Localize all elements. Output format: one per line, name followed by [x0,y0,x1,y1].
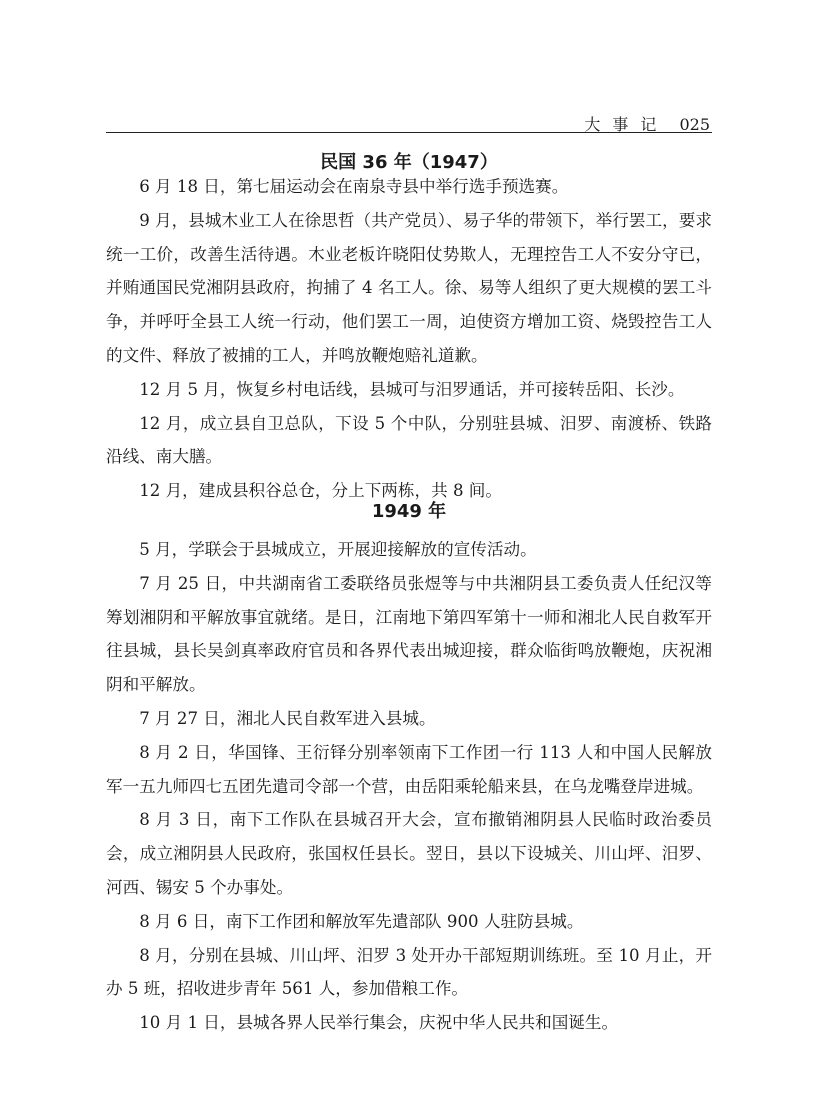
entry: 8 月 6 日，南下工作团和解放军先遣部队 900 人驻防县城。 [139,911,584,931]
entry: 7 月 25 日，中共湖南省工委联络员张煜等与中共湘阴县工委负责人任纪汉等筹划湘阴和平解放事宜就绪。是日，江南地下第四军第十一师和湘北人民自救军开往县城，县长吴剑真率政府官员和各界代表出城迎接，群众临街鸣放鞭炮，庆祝湘阴和平解放。 [106,573,712,695]
entry: 5 月，学联会于县城成立，开展迎接解放的宣传活动。 [139,540,537,559]
entry: 12 月，成立县自卫总队，下设 5 个中队，分别驻县城、汨罗、南渡桥、铁路沿线、南大膳。 [106,413,712,467]
section-1949-entries [106,533,712,1040]
section-1947-entries [106,170,712,508]
entry: 10 月 1 日，县城各界人民举行集会，庆祝中华人民共和国诞生。 [139,1013,619,1033]
entry: 8 月 2 日，华国锋、王衍铎分别率领南下工作团一行 113 人和中国人民解放军一五九师四七五团先遣司令部一个营，由岳阳乘轮船来县，在乌龙嘴登岸进城。 [106,742,712,796]
section-title-1947: 民国 36 年（1947） [320,152,498,173]
entry: 12 月 5 月，恢复乡村电话线，县城可与汨罗通话，并可接转岳阳、长沙。 [139,379,685,399]
running-header [106,112,712,133]
entry: 8 月，分别在县城、川山坪、汨罗 3 处开办干部短期训练班。至 10 月止，开办 5 班，招收进步青年 561 人，参加借粮工作。 [106,945,712,999]
entry: 12 月，建成县积谷总仓，分上下两栋，共 8 间。 [139,481,502,501]
entry: 8 月 3 日，南下工作队在县城召开大会，宣布撤销湘阴县人民临时政治委员会，成立湘阴县人民政府，张国权任县长。翌日，县以下设城关、川山坪、汨罗、河西、锡安 5 个办事处。 [106,810,712,897]
running-header-section: 大事记 [584,115,669,134]
entry: 6 月 18 日，第七届运动会在南泉寺县中举行选手预选赛。 [139,177,569,196]
entry: 7 月 27 日，湘北人民自救军进入县城。 [139,708,436,728]
page-number: 025 [679,115,710,134]
section-title-1949: 1949 年 [371,501,447,522]
entry: 9 月，县城木业工人在徐思哲（共产党员）、易子华的带领下，举行罢工，要求统一工价，改善生活待遇。木业老板许晓阳仗势欺人，无理控告工人不安分守已，并贿通国民党湘阴县政府，拘捕了 4 名工人。徐、易等人组织了更大规模的罢工斗争，并呼吁全县工人统一行动，他们罢工一周，迫使资方增加工资、烧毁控告工人的文件、释放了被捕的工人，并鸣放鞭炮赔礼道歉。 [106,210,712,365]
